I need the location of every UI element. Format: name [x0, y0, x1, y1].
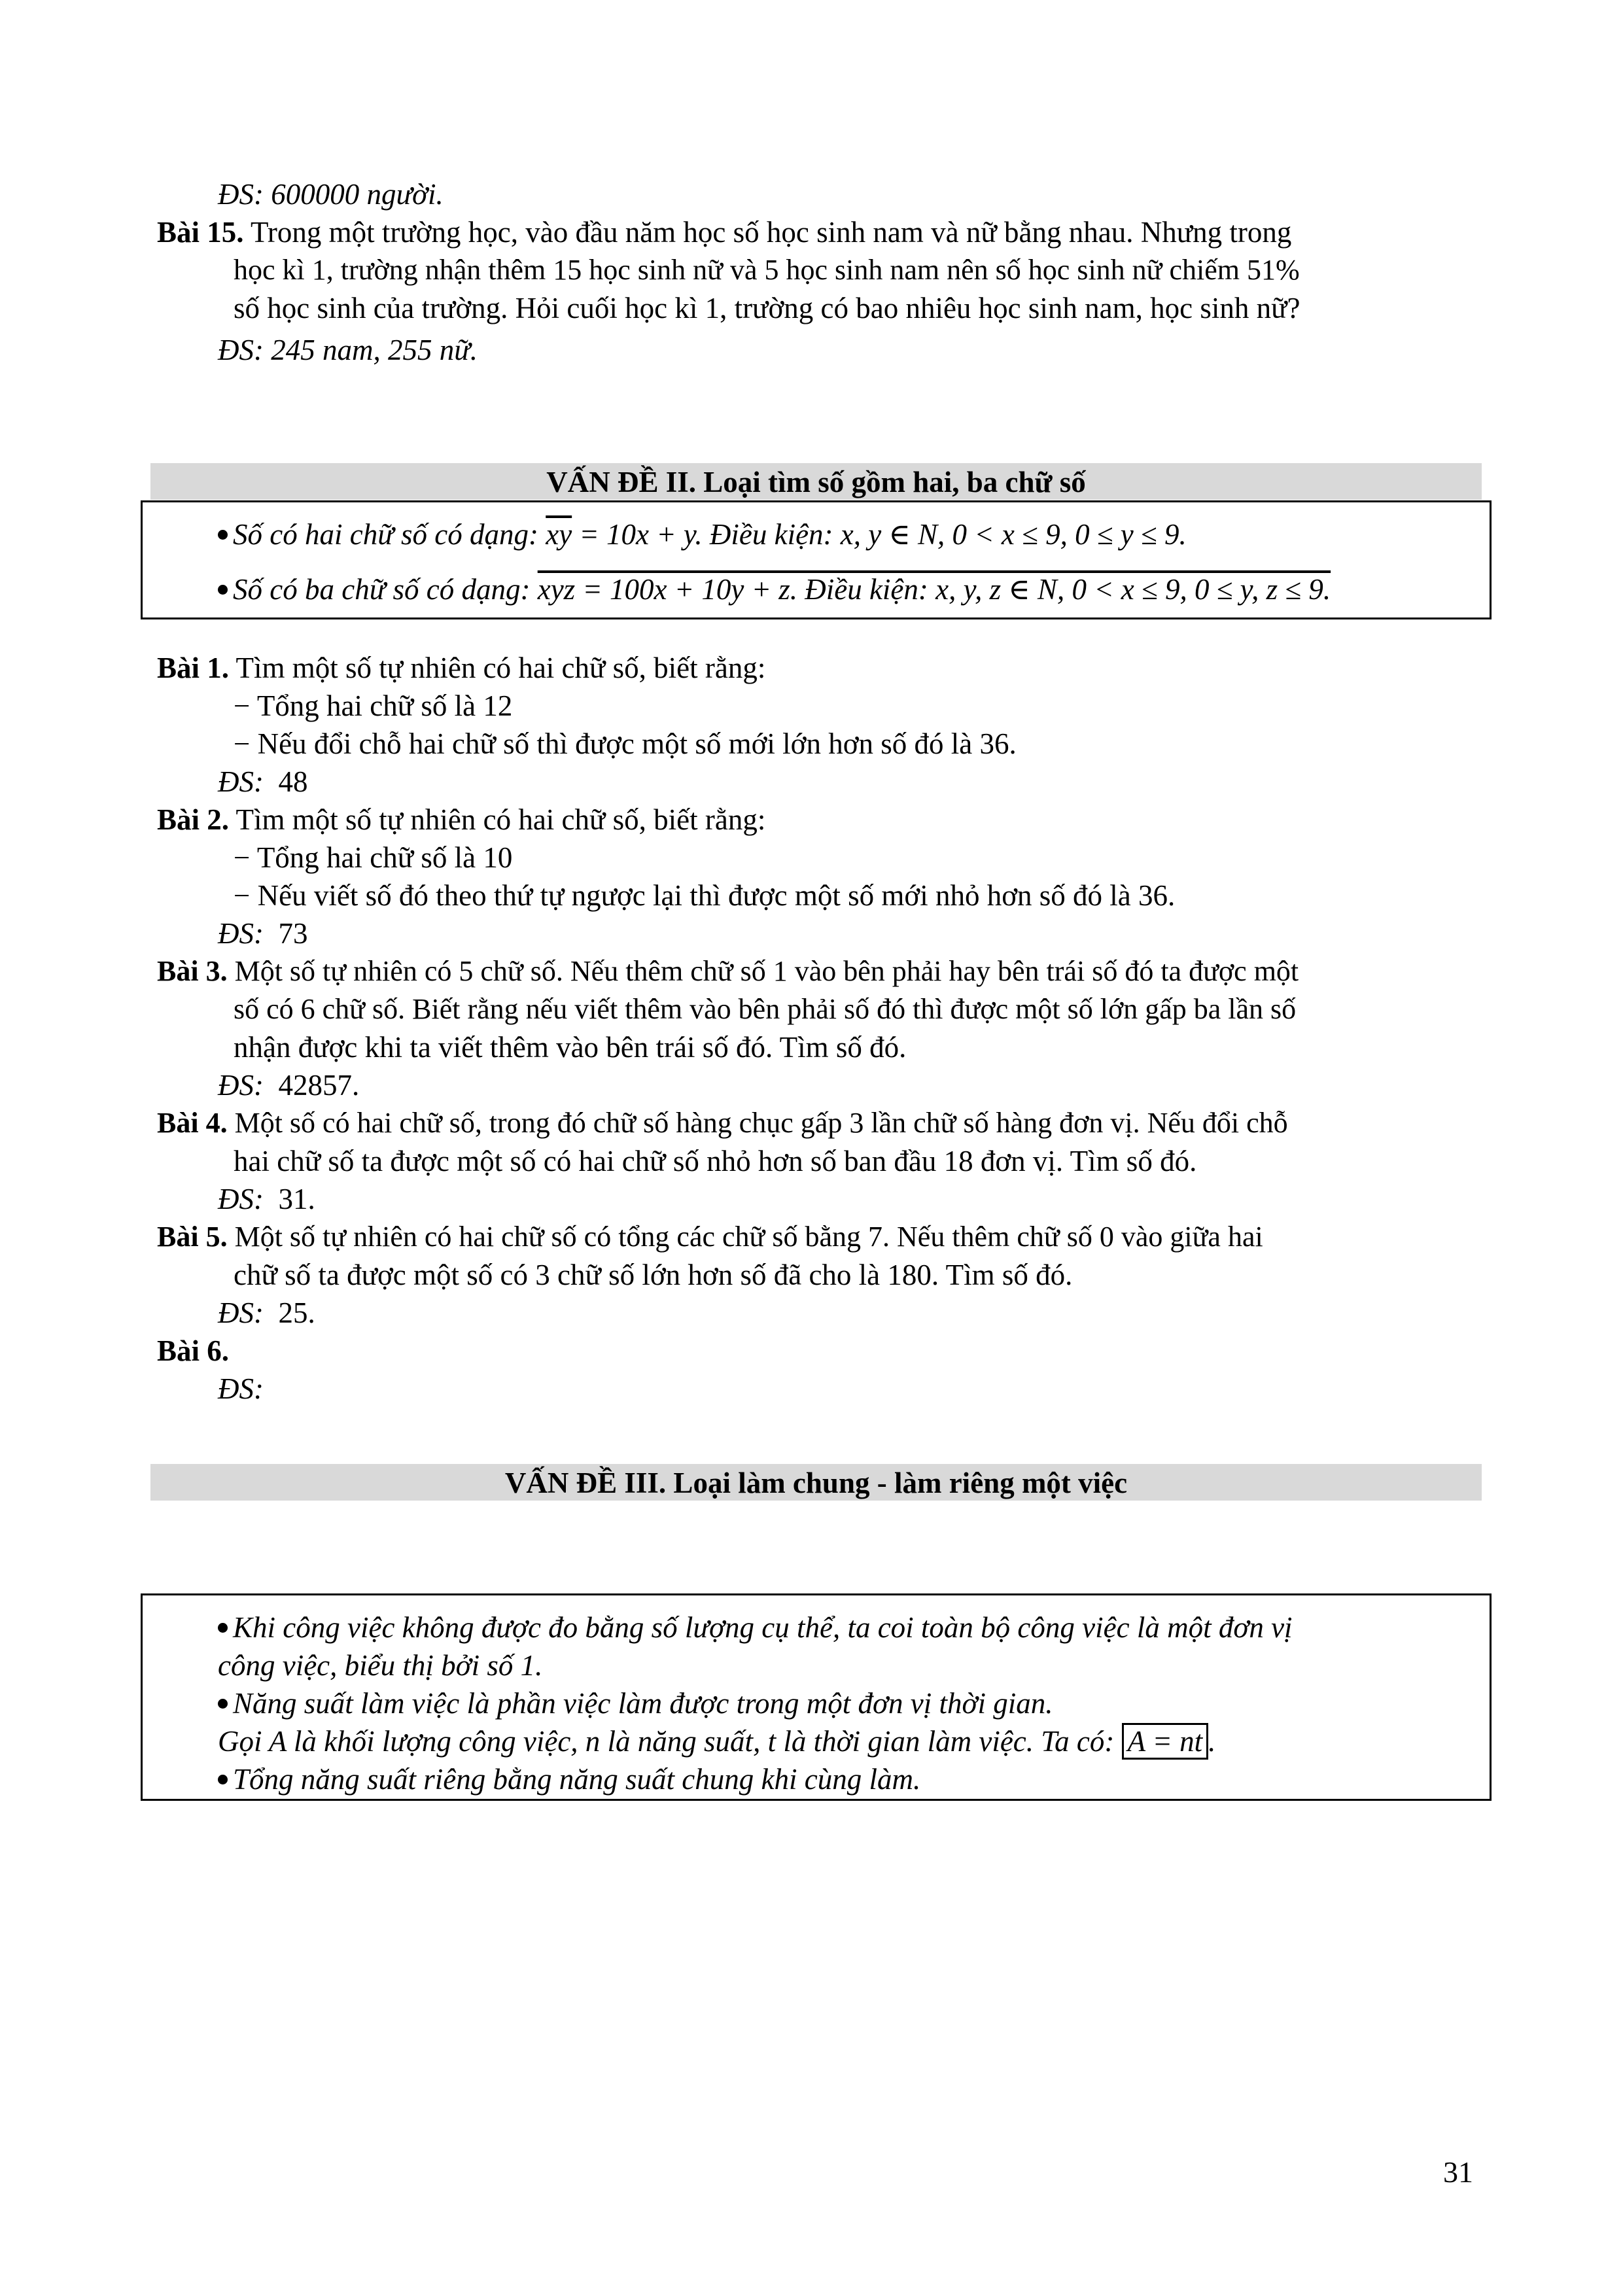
bai-3-text: Một số tự nhiên có 5 chữ số. Nếu thêm chữ số 1 vào bên phải hay bên trái số đó ta được một — [234, 955, 1299, 987]
note-text-1: Khi công việc không được đo bằng số lượng cụ thể, ta coi toàn bộ công việc là một đơn vị — [233, 1611, 1293, 1644]
ds-label: ĐS: — [218, 765, 264, 798]
ds-label: ĐS: — [218, 917, 264, 950]
two-digit-formula: = 10x + y. Điều kiện: x, y ∈ N, 0 < x ≤ 9, 0 ≤ y ≤ 9. — [579, 518, 1187, 551]
bai-2-line2: − Tổng hai chữ số là 10 — [234, 841, 513, 874]
bai-15-answer: ĐS: 245 nam, 255 nữ. — [218, 334, 478, 366]
page-number: 31 — [1443, 2155, 1473, 2189]
bai-3-line1 — [157, 952, 1299, 990]
bai-15-line2: học kì 1, trường nhận thêm 15 học sinh nữ và 5 học sinh nam nên số học sinh nữ chiếm 51% — [234, 254, 1300, 286]
bullet-icon — [218, 1775, 228, 1784]
bai-5-line2: chữ số ta được một số có 3 chữ số lớn hơn số đã cho là 180. Tìm số đó. — [234, 1259, 1073, 1291]
bai-3-answer — [218, 1066, 359, 1104]
bai-4-answer-value: 31. — [278, 1183, 315, 1215]
bai-15-line3: số học sinh của trường. Hỏi cuối học kì 1, trường có bao nhiêu học sinh nam, học sinh nữ? — [234, 292, 1300, 324]
two-digit-label: Số có hai chữ số có dạng: — [233, 518, 538, 551]
two-digit-number: $\overline{xy}$ — [546, 518, 572, 551]
bai-4-line1 — [157, 1104, 1288, 1142]
ds-label: ĐS: — [218, 1069, 264, 1102]
ds-label: ĐS: — [218, 1183, 264, 1215]
bullet-icon — [218, 530, 228, 540]
bai-1-answer — [218, 763, 307, 801]
bai-4-line2: hai chữ số ta được một số có hai chữ số nhỏ hơn số ban đầu 18 đơn vị. Tìm số đó. — [234, 1145, 1197, 1177]
bai-3-line3: nhận được khi ta viết thêm vào bên trái số đó. Tìm số đó. — [234, 1031, 907, 1064]
three-digit-formula: xyz = 100x + 10y + z. Điều kiện: x, y, z ∈ N, 0 < x ≤ 9, 0 ≤ y, z ≤ 9. — [537, 573, 1331, 606]
bai-2-answer-value: 73 — [278, 917, 308, 950]
bai-1-answer-value: 48 — [278, 765, 308, 798]
note-text-4: Gọi A là khối lượng công việc, n là năng suất, t là thời gian làm việc. Ta có: — [218, 1725, 1115, 1758]
ds-answer-14: ĐS: 600000 người. — [218, 178, 444, 211]
bai-1-text: Tìm một số tự nhiên có hai chữ số, biết rằng: — [236, 652, 766, 684]
two-digit-formula-line — [218, 515, 1187, 553]
section-2-title: VẤN ĐỀ II. Loại tìm số gồm hai, ba chữ số — [150, 463, 1482, 500]
ds-label: ĐS: — [218, 1296, 264, 1329]
three-digit-formula-line — [218, 570, 1331, 608]
note-line-2: công việc, biểu thị bởi số 1. — [218, 1649, 543, 1682]
note-line-3 — [218, 1684, 1053, 1722]
note-line-5 — [218, 1760, 920, 1798]
note-line-4 — [218, 1722, 1215, 1760]
bullet-icon — [218, 1623, 228, 1633]
bai-1-line1 — [157, 649, 765, 687]
bai-3-answer-value: 42857. — [278, 1069, 360, 1102]
bai-3-label: Bài 3. — [157, 955, 228, 987]
bai-2-line3: − Nếu viết số đó theo thứ tự ngược lại thì được một số mới nhỏ hơn số đó là 36. — [234, 879, 1176, 912]
bai-1-label: Bài 1. — [157, 652, 230, 684]
bai-15-text1: Trong một trường học, vào đầu năm học số học sinh nam và nữ bằng nhau. Nhưng trong — [250, 216, 1292, 249]
bai-2-line1 — [157, 801, 765, 839]
bai-2-label: Bài 2. — [157, 803, 230, 836]
section-2-formula-box — [141, 500, 1492, 619]
bullet-icon — [218, 585, 228, 595]
bai-2-answer — [218, 914, 307, 952]
bai-3-line2: số có 6 chữ số. Biết rằng nếu viết thêm vào bên phải số đó thì được một số lớn gấp ba lần số — [234, 993, 1297, 1025]
section-3-title: VẤN ĐỀ III. Loại làm chung - làm riêng một việc — [150, 1464, 1482, 1501]
section-3-note-box — [141, 1593, 1492, 1801]
bai-5-line1 — [157, 1218, 1263, 1256]
bai-1-line3: − Nếu đổi chỗ hai chữ số thì được một số mới lớn hơn số đó là 36. — [234, 727, 1017, 760]
bai-6-answer: ĐS: — [218, 1372, 264, 1405]
bai-5-text: Một số tự nhiên có hai chữ số có tổng các chữ số bằng 7. Nếu thêm chữ số 0 vào giữa hai — [234, 1221, 1263, 1253]
note-text-3: Năng suất làm việc là phần việc làm được trong một đơn vị thời gian. — [233, 1687, 1053, 1720]
note-text-4-end: . — [1208, 1725, 1216, 1758]
bullet-icon — [218, 1699, 228, 1709]
bai-4-label: Bài 4. — [157, 1107, 228, 1139]
work-formula-box: A = nt — [1122, 1723, 1209, 1760]
three-digit-label: Số có ba chữ số có dạng: — [233, 573, 531, 606]
bai-5-answer-value: 25. — [278, 1296, 315, 1329]
bai-15-line1 — [157, 213, 1291, 251]
bai-15-label: Bài 15. — [157, 216, 244, 249]
note-text-5: Tổng năng suất riêng bằng năng suất chung khi cùng làm. — [233, 1763, 921, 1796]
bai-4-text: Một số có hai chữ số, trong đó chữ số hàng chục gấp 3 lần chữ số hàng đơn vị. Nếu đổi chỗ — [234, 1107, 1288, 1139]
bai-5-label: Bài 5. — [157, 1221, 228, 1253]
bai-4-answer — [218, 1180, 315, 1218]
bai-2-text: Tìm một số tự nhiên có hai chữ số, biết rằng: — [236, 803, 766, 836]
note-line-1 — [218, 1609, 1293, 1646]
bai-1-line2: − Tổng hai chữ số là 12 — [234, 689, 513, 722]
bai-6-label: Bài 6. — [157, 1334, 230, 1367]
bai-5-answer — [218, 1294, 315, 1332]
